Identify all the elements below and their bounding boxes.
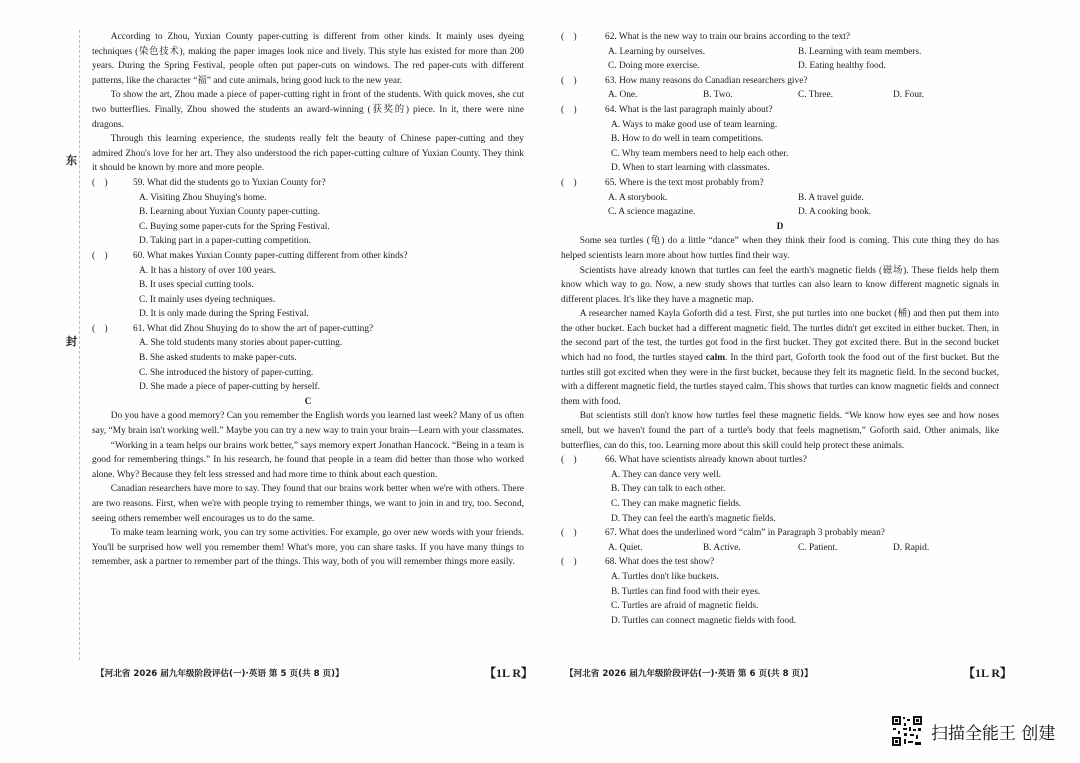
- option: A. A storybook.: [608, 192, 668, 203]
- question-68: [561, 555, 999, 628]
- option: B. Learning about Yuxian County paper-cutting.: [139, 207, 320, 218]
- paragraph: Some sea turtles (龟) do a little “dance” when they think their food is coming. This cute thing they do has helped scientists learn more about how turtles find their way.: [561, 236, 999, 261]
- paragraph: To show the art, Zhou made a piece of paper-cutting right in front of the students. With quick moves, she cut two butterflies. Finally, Zhou showed the students an award-winning (获奖的) piece. In it, there were nine dragons.: [92, 90, 524, 130]
- paragraph: [561, 307, 999, 409]
- answer-bracket[interactable]: ( ): [561, 104, 577, 115]
- question-text: 65. Where is the text most probably from?: [605, 177, 764, 188]
- answer-bracket[interactable]: ( ): [561, 557, 577, 568]
- answer-bracket[interactable]: ( ): [561, 455, 577, 466]
- section-heading-c: C: [304, 396, 312, 407]
- option: D. Four.: [893, 90, 924, 101]
- option: D. Rapid.: [893, 542, 930, 553]
- option: B. Active.: [703, 542, 741, 553]
- paragraph: According to Zhou, Yuxian County paper-cutting is different from other kinds. It mainly uses dyeing techniques (染色技术), making the paper images look nice and lively. This style has existed for more than 200 years. During the Spring Festival, people often put paper-cuts on windows. The red paper-cuts with different patterns, like the character “福” and cute animals, bring good luck to the new year.: [92, 32, 524, 86]
- question-text: 62. What is the new way to train our brains according to the text?: [605, 32, 851, 42]
- paragraph: Do you have a good memory? Can you remember the English words you learned last week? Many of us often say, “My brain isn't working well.” Maybe you can try a new way to train your brain—Learn with your classmates.: [92, 411, 524, 437]
- question-text: 61. What did Zhou Shuying do to show the art of paper-cutting?: [133, 323, 374, 334]
- answer-bracket[interactable]: ( ): [561, 32, 577, 42]
- paragraph: But scientists still don't know how turtles feel these magnetic fields. “We know how eyes see and how noses smell, but we haven't found the part of a turtle's body that feels magnetism,” Goforth said. Other animals, like butterflies, can do this, too. Learning more about this skill could help protect these animals.: [561, 411, 999, 451]
- option: D. Turtles can connect magnetic fields with food.: [611, 615, 797, 626]
- answer-bracket[interactable]: ( ): [92, 177, 108, 188]
- option: D. When to start learning with classmates.: [611, 163, 770, 174]
- option: A. Ways to make good use of team learning.: [611, 119, 778, 130]
- option: C. A science magazine.: [608, 207, 696, 218]
- question-text: 64. What is the last paragraph mainly about?: [605, 104, 773, 115]
- option: A. It has a history of over 100 years.: [139, 265, 276, 276]
- page-5: [92, 30, 524, 570]
- watermark-text: 扫描全能王 创建: [931, 724, 1056, 744]
- option: C. Why team members need to help each other.: [611, 148, 789, 159]
- binding-margin-line: [79, 30, 80, 660]
- question-64: [561, 103, 999, 176]
- answer-bracket[interactable]: ( ): [561, 75, 577, 86]
- page-6: [561, 30, 999, 628]
- question-text: 63. How many reasons do Canadian researchers give?: [605, 75, 808, 86]
- option: C. Doing more exercise.: [608, 61, 700, 72]
- option: C. Three.: [798, 90, 833, 101]
- answer-bracket[interactable]: ( ): [561, 528, 577, 539]
- paragraph: Scientists have already known that turtles can feel the earth's magnetic fields (磁场). These fields help them know which way to go. Now, a new study shows that turtles can also learn to know different magnetic signals in different places. It's like they have a magnetic map.: [561, 265, 999, 305]
- question-text: 59. What did the students go to Yuxian County for?: [133, 177, 326, 188]
- question-59: [92, 176, 524, 249]
- option: A. They can dance very well.: [611, 469, 721, 480]
- option: B. Turtles can find food with their eyes.: [611, 586, 761, 597]
- margin-char-1: 东: [66, 155, 77, 167]
- paragraph: Through this learning experience, the students really felt the beauty of Chinese paper-cutting and they admired Zhou's love for her art. They also understood the rich paper-cutting culture of Yuxian County. They think it should be known by more and more people.: [92, 134, 524, 174]
- question-text: 68. What does the test show?: [605, 557, 715, 568]
- option: A. Learning by ourselves.: [608, 46, 706, 57]
- section-heading-d: D: [776, 221, 784, 232]
- question-65: [561, 176, 999, 220]
- option: D. It is only made during the Spring Festival.: [139, 309, 309, 320]
- option: C. She introduced the history of paper-cutting.: [139, 367, 314, 378]
- paragraph: Canadian researchers have more to say. They found that our brains work better when we're with others. There are two reasons. First, when we're with people trying to remember things, we want to join in and try, too. Second, seeing others remember well encourages us to do the same.: [92, 484, 524, 524]
- question-62: [561, 30, 999, 74]
- option: D. A cooking book.: [798, 207, 872, 218]
- option: A. She told students many stories about paper-cutting.: [139, 338, 343, 349]
- option: B. Two.: [703, 90, 733, 101]
- option: B. She asked students to make paper-cuts.: [139, 353, 297, 364]
- question-63: [561, 74, 999, 103]
- page-footer: 【河北省 2026 届九年级阶段评估(一)·英语 第 5 页(共 8 页)】: [96, 669, 344, 679]
- option: D. Eating healthy food.: [798, 61, 886, 72]
- footer-code: 【1L R】: [484, 666, 534, 680]
- option: B. How to do well in team competitions.: [611, 134, 764, 145]
- option: A. Turtles don't like buckets.: [611, 571, 719, 582]
- answer-bracket[interactable]: ( ): [92, 250, 108, 261]
- option: C. Buying some paper-cuts for the Spring Festival.: [139, 221, 330, 232]
- paragraph: “Working in a team helps our brains work better,” says memory expert Jonathan Hancock. “Being in a team is good for remembering things.” In his research, he found that people in a team did better than those who worked alone. Why? Because they felt less stressed and had more time to think about each question.: [92, 440, 524, 480]
- question-text: 60. What makes Yuxian County paper-cutting different from other kinds?: [133, 250, 408, 261]
- option: C. Patient.: [798, 542, 838, 553]
- answer-bracket[interactable]: ( ): [561, 177, 577, 188]
- footer-code: 【1L R】: [963, 666, 1013, 680]
- option: A. Visiting Zhou Shuying's home.: [139, 192, 267, 203]
- option: D. She made a piece of paper-cutting by herself.: [139, 382, 320, 393]
- option: B. They can talk to each other.: [611, 484, 726, 495]
- question-66: [561, 453, 999, 526]
- option: D. They can feel the earth's magnetic fields.: [611, 513, 776, 524]
- page-footer: 【河北省 2026 届九年级阶段评估(一)·英语 第 6 页(共 8 页)】: [565, 669, 813, 679]
- option: B. Learning with team members.: [798, 46, 922, 57]
- paragraph-text: . In the third part, Goforth took the food out of the first bucket. But the turtles still got excited when they were in the first bucket, because they felt its magnetic field. In the second bucket, with a different magnetic field, the turtles stayed calm. This shows that turtles can know magnetic fields and connect them with food.: [561, 353, 999, 407]
- question-text: 66. What have scientists already known about turtles?: [605, 455, 807, 466]
- option: C. They can make magnetic fields.: [611, 499, 742, 509]
- option: C. Turtles are afraid of magnetic fields.: [611, 601, 759, 612]
- option: D. Taking part in a paper-cutting competition.: [139, 236, 311, 247]
- question-60: [92, 249, 524, 322]
- paragraph-text: A researcher named Kayla Goforth did a test. First, she put turtles into one bucket (桶) and then put them into the other bucket. Each bucket had a different magnetic field. The turtles didn't get excited in either bucket. Then, in the second part of the test, the turtles got food in the first bucket. They got excited there. But in the second bucket which had no food, the turtles stayed: [561, 309, 999, 364]
- question-text: 67. What does the underlined word “calm” in Paragraph 3 probably mean?: [605, 528, 885, 539]
- option: B. It uses special cutting tools.: [139, 280, 254, 291]
- option: A. Quiet.: [608, 542, 643, 553]
- option: A. One.: [608, 90, 638, 101]
- question-67: [561, 526, 999, 555]
- paragraph: To make team learning work, you can try some activities. For example, go over new words with your friends. You'll be surprised how well you remember them! What's more, you can share tasks. If you have many things to remember, ask a partner to remember part of the things. This way, both of you will remember things more easily.: [92, 528, 524, 568]
- qr-code-icon: [891, 715, 923, 747]
- answer-bracket[interactable]: ( ): [92, 323, 108, 334]
- question-61: [92, 322, 524, 395]
- underlined-word: calm: [705, 353, 726, 364]
- option: B. A travel guide.: [798, 192, 864, 203]
- option: C. It mainly uses dyeing techniques.: [139, 294, 276, 305]
- margin-char-2: 封: [66, 336, 77, 348]
